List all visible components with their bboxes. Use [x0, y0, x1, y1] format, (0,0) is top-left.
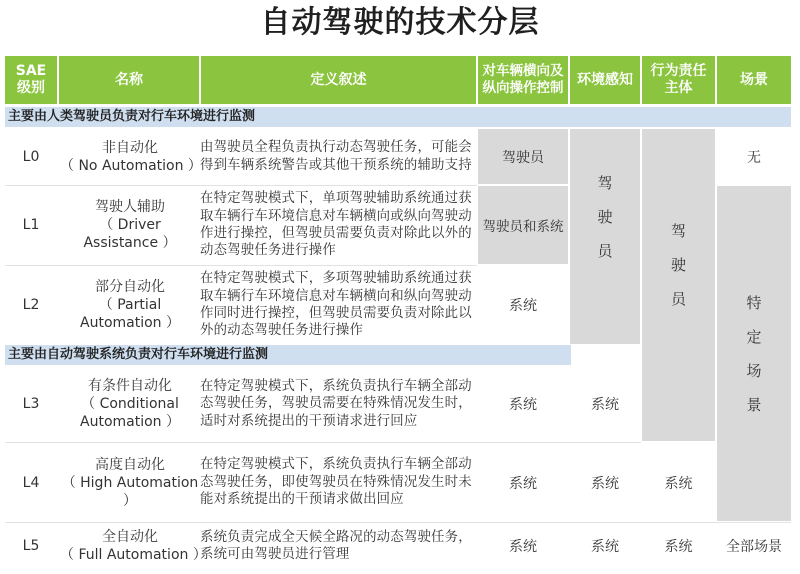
header-control — [478, 56, 568, 104]
header-definition-label: 定义叙述 — [310, 71, 367, 88]
section-human-monitoring: 主要由人类驾驶员负责对行车环境进行监测 — [5, 107, 791, 127]
header-sae-line2: 级别 — [17, 80, 45, 96]
header-responsibility-line2: 主体 — [664, 80, 693, 96]
perception-l5: 系统 — [591, 539, 619, 555]
name-en: （ Partial Automation ） — [80, 297, 180, 331]
name-l0 — [60, 129, 200, 184]
header-control-line1: 对车辆横向及 — [482, 63, 564, 79]
control-l1: 驾驶员和系统 — [482, 219, 564, 235]
level-l4: L4 — [22, 474, 40, 491]
scene-char-4: 景 — [746, 396, 762, 414]
name-cn: 非自动化 — [102, 139, 158, 156]
perception-driver-text — [570, 172, 640, 274]
level-l5: L5 — [22, 538, 40, 554]
responsibility-driver-text — [642, 220, 715, 322]
responsibility-char-3: 员 — [670, 290, 686, 308]
header-responsibility — [642, 56, 715, 104]
header-responsibility-line1: 行为责任 — [650, 63, 707, 79]
name-en: （ High Automation ） — [61, 474, 199, 509]
name-en: （ Full Automation ） — [60, 547, 207, 563]
header-name — [59, 56, 199, 104]
definition-l4: 在特定驾驶模式下，系统负责执行车辆全部动态驾驶任务，即使驾驶员在特殊情况发生时未能对系统提出的干预请求做出回应 — [200, 457, 472, 508]
level-l3: L3 — [22, 396, 40, 412]
perception-char-1: 驾 — [597, 174, 613, 192]
page-title: 自动驾驶的技术分层 — [260, 5, 540, 40]
scene-l0: 无 — [747, 149, 761, 166]
name-cn: 全自动化 — [102, 529, 158, 545]
header-definition — [201, 56, 476, 104]
definition-l2: 在特定驾驶模式下，多项驾驶辅助系统通过获取车辆行车环境信息对车辆横向和纵向驾驶动作同时进行操控，但驾驶员需要负责对除此以外的动态驾驶任务进行操作 — [200, 271, 472, 339]
header-sae-level — [5, 56, 57, 104]
definition-l3: 在特定驾驶模式下，系统负责执行车辆全部动态驾驶任务，驾驶员需要在特殊情况发生时，适时对系统提出的干预请求进行回应 — [200, 378, 472, 429]
level-l0: L0 — [22, 148, 40, 165]
name-cn: 高度自动化 — [95, 456, 165, 473]
name-l4 — [60, 443, 200, 522]
name-cn: 驾驶人辅助 — [95, 199, 165, 215]
definition-l5: 系统负责完成全天候全路况的动态驾驶任务，系统可由驾驶员进行管理 — [200, 529, 472, 562]
name-cn: 有条件自动化 — [88, 378, 172, 394]
level-l2: L2 — [22, 297, 40, 313]
definition-l1: 在特定驾驶模式下，单项驾驶辅助系统通过获取车辆行车环境信息对车辆横向或纵向驾驶动作进行操控，但驾驶员需要负责对除此以外的动态驾驶任务进行操作 — [200, 191, 472, 259]
perception-l4: 系统 — [591, 475, 619, 492]
perception-char-2: 驶 — [597, 208, 613, 226]
scene-l5: 全部场景 — [726, 539, 782, 555]
definition-l0: 由驾驶员全程负责执行动态驾驶任务，可能会得到车辆系统警告或其他干预系统的辅助支持 — [200, 140, 472, 173]
responsibility-char-2: 驶 — [670, 256, 686, 274]
section-system-monitoring: 主要由自动驾驶系统负责对行车环境进行监测 — [5, 345, 571, 365]
name-cn: 部分自动化 — [95, 279, 165, 295]
header-control-line2: 纵向操作控制 — [482, 80, 564, 96]
header-sae-line1: SAE — [15, 63, 47, 79]
level-l1: L1 — [22, 217, 40, 233]
name-en: （ Conditional Automation ） — [80, 396, 180, 430]
responsibility-l5: 系统 — [664, 539, 693, 555]
name-l1 — [60, 186, 200, 264]
control-l5: 系统 — [509, 539, 537, 555]
responsibility-l4: 系统 — [664, 475, 693, 492]
scene-char-2: 定 — [746, 328, 762, 346]
responsibility-char-1: 驾 — [670, 222, 686, 240]
name-l5 — [60, 523, 207, 569]
scene-char-1: 特 — [746, 294, 762, 312]
header-name-label: 名称 — [115, 71, 143, 88]
control-l2: 系统 — [509, 298, 537, 314]
name-en: （ Driver Assistance ） — [83, 217, 177, 251]
control-l4: 系统 — [509, 475, 537, 492]
header-scene — [717, 56, 791, 104]
header-perception-label: 环境感知 — [577, 71, 633, 88]
control-l3: 系统 — [509, 397, 537, 413]
name-l2 — [60, 266, 200, 344]
perception-l3: 系统 — [591, 397, 619, 413]
perception-char-3: 员 — [597, 242, 613, 260]
name-l3 — [60, 366, 200, 442]
header-perception — [570, 56, 640, 104]
control-l0: 驾驶员 — [502, 149, 544, 166]
scene-specific-text — [717, 292, 791, 428]
name-en: （ No Automation ） — [60, 157, 202, 174]
header-scene-label: 场景 — [740, 71, 768, 88]
scene-char-3: 场 — [746, 362, 762, 380]
